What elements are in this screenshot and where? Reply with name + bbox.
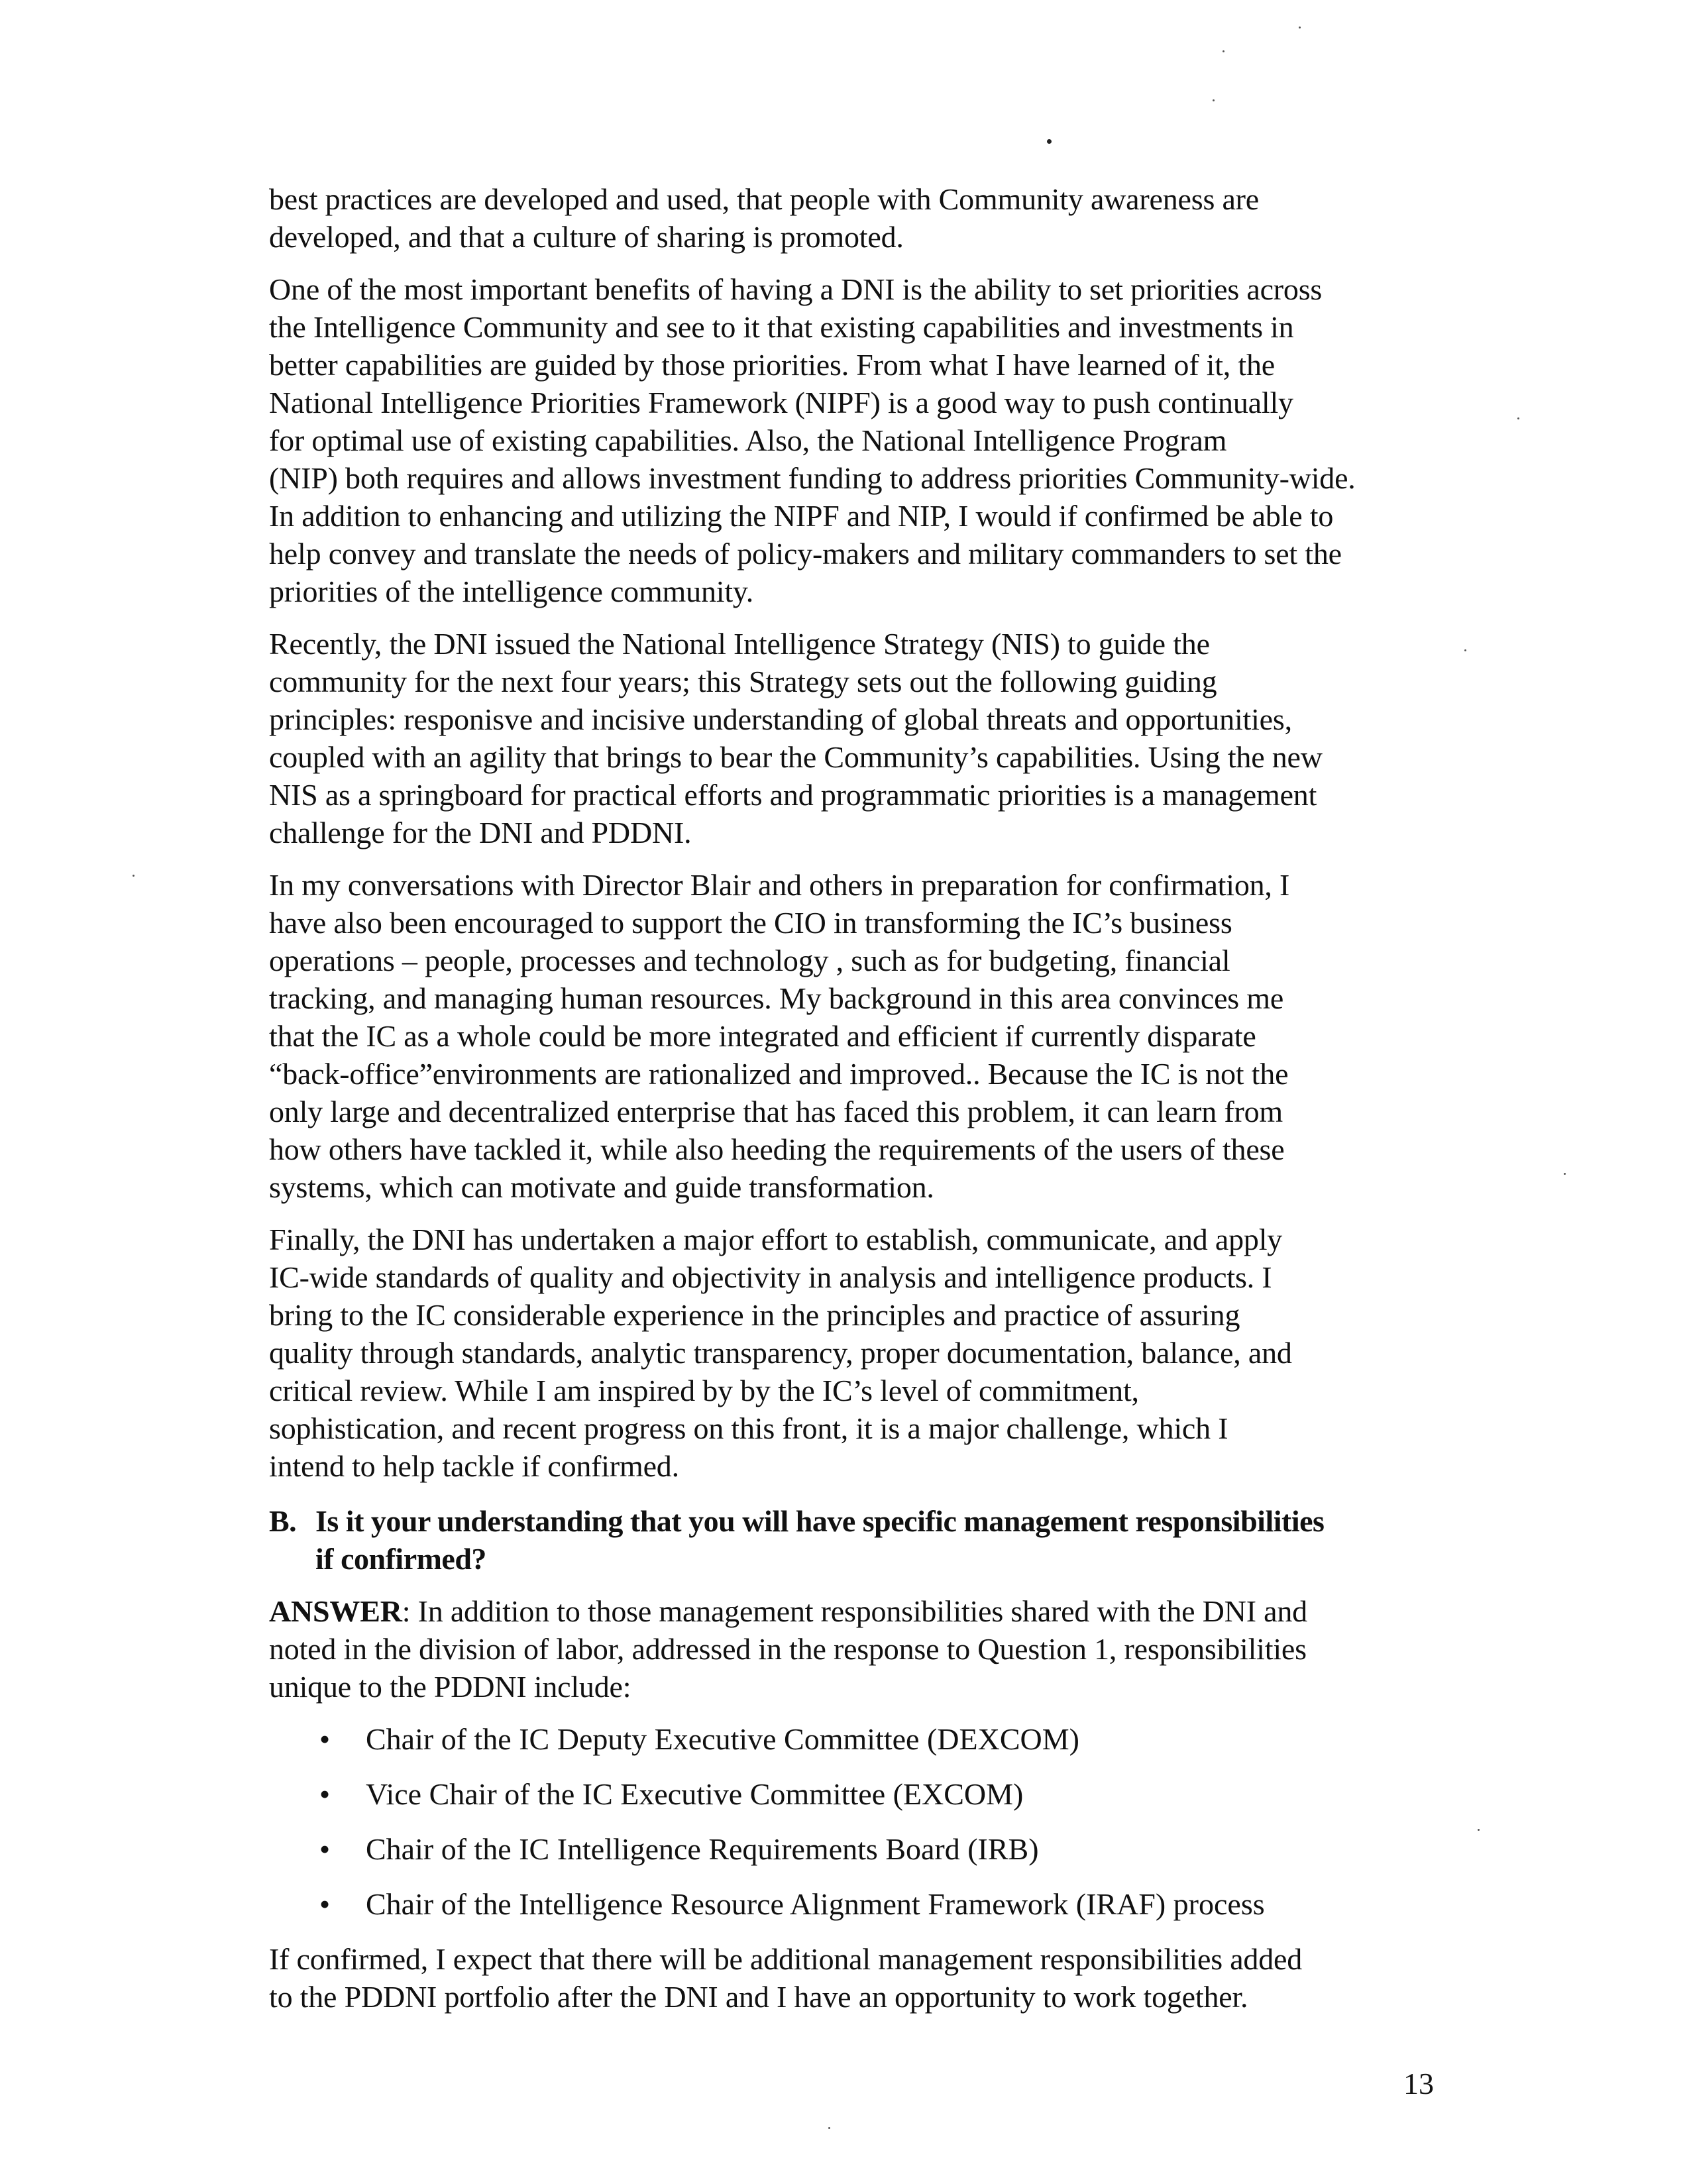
- text-line: If confirmed, I expect that there will be additional management responsibilities added: [269, 1942, 1303, 1976]
- text-line: help convey and translate the needs of policy-makers and military commanders to set the: [269, 537, 1342, 571]
- text-line: challenge for the DNI and PDDNI.: [269, 816, 692, 849]
- text-line: tracking, and managing human resources. My background in this area convinces me: [269, 981, 1284, 1015]
- bullet-icon: •: [319, 1887, 331, 1921]
- text-line: the Intelligence Community and see to it that existing capabilities and investments in: [269, 310, 1294, 344]
- paragraph-nis: [269, 625, 1462, 851]
- text-line: for optimal use of existing capabilities. Also, the National Intelligence Program: [269, 423, 1227, 457]
- scan-speck: [1478, 1829, 1480, 1831]
- question-letter: B.: [269, 1504, 297, 1538]
- question-line: if confirmed?: [315, 1542, 486, 1576]
- list-item: [269, 1885, 1462, 1923]
- text-line: coupled with an agility that brings to bear the Community’s capabilities. Using the new: [269, 740, 1323, 774]
- paragraph-best-practices: [269, 180, 1462, 256]
- text-line: priorities of the intelligence community.: [269, 574, 754, 608]
- scan-speck: [1299, 27, 1301, 28]
- question-b-heading: [269, 1502, 1462, 1578]
- text-line: Finally, the DNI has undertaken a major effort to establish, communicate, and apply: [269, 1223, 1283, 1256]
- text-line: quality through standards, analytic transparency, proper documentation, balance, and: [269, 1336, 1292, 1370]
- paragraph-cio-transformation: [269, 866, 1462, 1206]
- text-line: bring to the IC considerable experience in the principles and practice of assuring: [269, 1298, 1240, 1332]
- scan-speck: [1517, 417, 1519, 419]
- text-line: [269, 1592, 1462, 1630]
- text-line: that the IC as a whole could be more integrated and efficient if currently disparate: [269, 1019, 1256, 1053]
- scan-speck: [1464, 649, 1466, 651]
- text-line: NIS as a springboard for practical efforts and programmatic priorities is a management: [269, 778, 1317, 812]
- scan-speck: [1213, 99, 1215, 101]
- text-line: sophistication, and recent progress on this front, it is a major challenge, which I: [269, 1411, 1228, 1445]
- answer-text: : In addition to those management responsibilities shared with the DNI and: [402, 1594, 1307, 1628]
- scan-speck: [133, 875, 135, 877]
- text-line: One of the most important benefits of having a DNI is the ability to set priorities across: [269, 272, 1323, 306]
- list-item-text: Vice Chair of the IC Executive Committee (EXCOM): [366, 1777, 1024, 1811]
- closing-paragraph: [269, 1940, 1462, 2016]
- text-line: National Intelligence Priorities Framework (NIPF) is a good way to push continually: [269, 386, 1293, 419]
- text-line: developed, and that a culture of sharing is promoted.: [269, 220, 904, 254]
- bullet-icon: •: [319, 1722, 331, 1756]
- text-line: In addition to enhancing and utilizing the NIPF and NIP, I would if confirmed be able to: [269, 499, 1334, 533]
- text-line: Recently, the DNI issued the National Intelligence Strategy (NIS) to guide the: [269, 627, 1210, 661]
- list-item: [269, 1775, 1462, 1813]
- paragraph-standards: [269, 1221, 1462, 1485]
- text-line: to the PDDNI portfolio after the DNI and I have an opportunity to work together.: [269, 1980, 1248, 2014]
- text-line: unique to the PDDNI include:: [269, 1670, 631, 1704]
- text-line: best practices are developed and used, that people with Community awareness are: [269, 182, 1260, 216]
- text-line: noted in the division of labor, addressed in the response to Question 1, responsibilities: [269, 1632, 1307, 1666]
- text-line: how others have tackled it, while also heeding the requirements of the users of these: [269, 1132, 1285, 1166]
- bullet-icon: •: [319, 1777, 331, 1811]
- scan-speck: [1047, 139, 1052, 144]
- list-item-text: Chair of the Intelligence Resource Alignment Framework (IRAF) process: [366, 1887, 1265, 1921]
- text-line: (NIP) both requires and allows investment funding to address priorities Community-wide.: [269, 461, 1356, 495]
- text-line: critical review. While I am inspired by by the IC’s level of commitment,: [269, 1374, 1139, 1407]
- page-number: 13: [1403, 2067, 1434, 2101]
- text-line: principles: responisve and incisive understanding of global threats and opportunities,: [269, 702, 1292, 736]
- question-line: Is it your understanding that you will have specific management responsibilities: [315, 1504, 1325, 1538]
- text-line: only large and decentralized enterprise that has faced this problem, it can learn from: [269, 1095, 1283, 1128]
- scan-speck: [1223, 50, 1224, 52]
- text-line: intend to help tackle if confirmed.: [269, 1449, 679, 1483]
- text-line: better capabilities are guided by those priorities. From what I have learned of it, the: [269, 348, 1275, 382]
- scan-speck: [828, 2127, 830, 2129]
- answer-label: ANSWER: [269, 1594, 402, 1628]
- responsibilities-list: [269, 1720, 1462, 1923]
- text-line: operations – people, processes and technology , such as for budgeting, financial: [269, 944, 1230, 977]
- scan-speck: [1564, 1173, 1566, 1175]
- list-item: [269, 1830, 1462, 1868]
- text-line: have also been encouraged to support the CIO in transforming the IC’s business: [269, 906, 1232, 940]
- text-line: IC-wide standards of quality and objectivity in analysis and intelligence products. I: [269, 1260, 1272, 1294]
- list-item-text: Chair of the IC Intelligence Requirements Board (IRB): [366, 1832, 1039, 1866]
- text-line: community for the next four years; this Strategy sets out the following guiding: [269, 665, 1217, 698]
- text-line: systems, which can motivate and guide transformation.: [269, 1170, 934, 1204]
- text-line: In my conversations with Director Blair and others in preparation for confirmation, I: [269, 868, 1290, 902]
- list-item-text: Chair of the IC Deputy Executive Committee (DEXCOM): [366, 1722, 1079, 1756]
- paragraph-priorities: [269, 270, 1462, 610]
- bullet-icon: •: [319, 1832, 331, 1866]
- document-body: [269, 180, 1462, 2030]
- list-item: [269, 1720, 1462, 1758]
- answer-paragraph: [269, 1592, 1462, 1706]
- text-line: “back-office”environments are rationalized and improved.. Because the IC is not the: [269, 1057, 1289, 1091]
